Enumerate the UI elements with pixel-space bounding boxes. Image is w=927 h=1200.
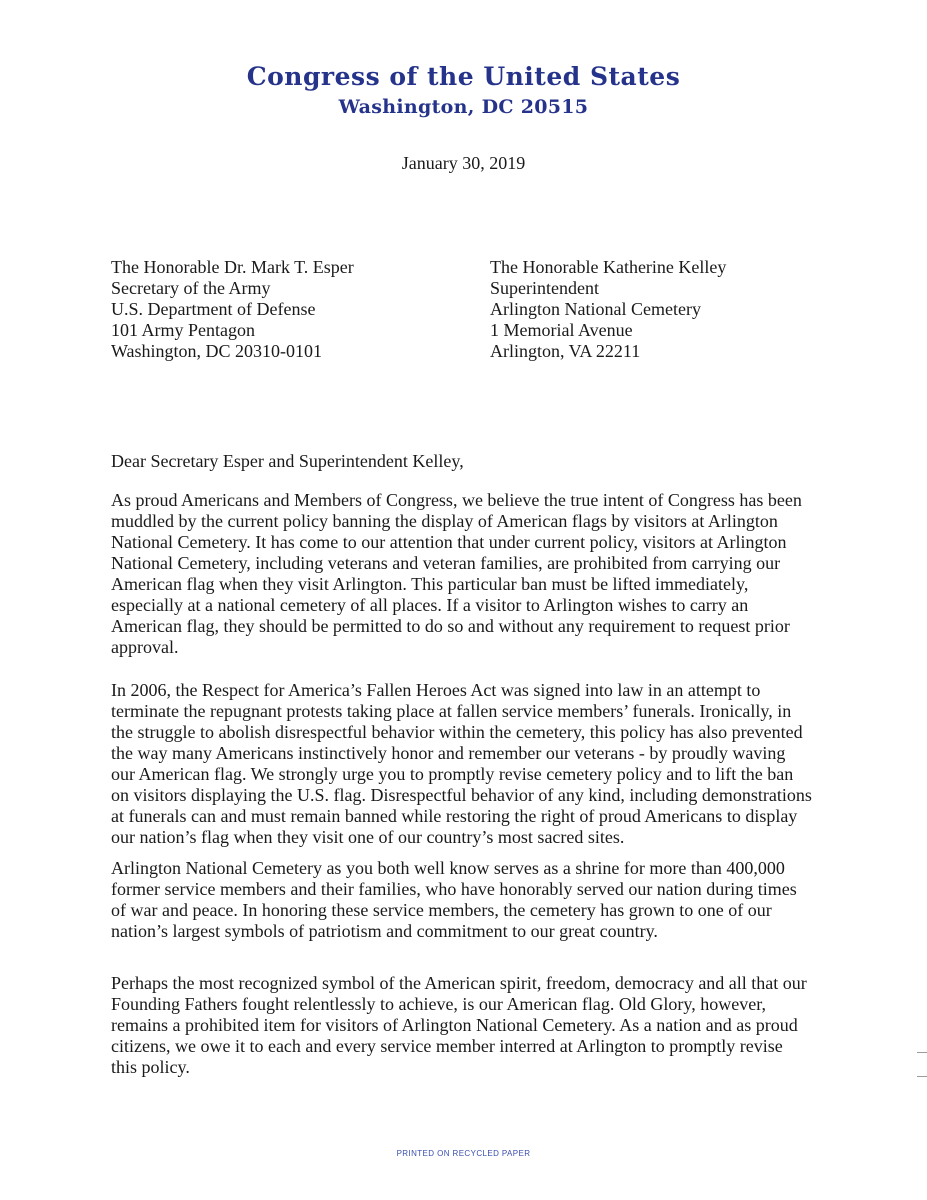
paragraph-line: muddled by the current policy banning the display of American flags by visitors at Arlington xyxy=(111,511,778,531)
paragraph-line: remains a prohibited item for visitors of Arlington National Cemetery. As a nation and as proud xyxy=(111,1015,798,1035)
paragraph-line: American flag, they should be permitted to do so and without any requirement to request prior xyxy=(111,616,790,636)
paragraph-line: citizens, we owe it to each and every service member interred at Arlington to promptly revise xyxy=(111,1036,783,1056)
recipient-block-right xyxy=(490,257,726,362)
paragraph-line: National Cemetery. It has come to our attention that under current policy, visitors at Arlington xyxy=(111,532,787,552)
recipient-right-line: 1 Memorial Avenue xyxy=(490,320,633,340)
paragraph-line: In 2006, the Respect for America’s Fallen Heroes Act was signed into law in an attempt to xyxy=(111,680,761,700)
recipient-right-line: Arlington National Cemetery xyxy=(490,299,701,319)
scan-edge-mark xyxy=(917,1076,927,1077)
recipient-right-line: The Honorable Katherine Kelley xyxy=(490,257,727,277)
paragraph-line: at funerals can and must remain banned while restoring the right of proud Americans to display xyxy=(111,806,798,826)
paragraph-line: approval. xyxy=(111,637,179,657)
recipient-right-line: Superintendent xyxy=(490,278,599,298)
body-paragraph-3 xyxy=(111,858,797,942)
paragraph-line: American flag when they visit Arlington. This particular ban must be lifted immediately, xyxy=(111,574,749,594)
paragraph-line: of war and peace. In honoring these service members, the cemetery has grown to one of our xyxy=(111,900,772,920)
paragraph-line: the struggle to abolish disrespectful behavior within the cemetery, this policy has also prevented xyxy=(111,722,803,742)
body-paragraph-4 xyxy=(111,973,807,1078)
letterhead-address: Washington, DC 20515 xyxy=(338,96,589,118)
paragraph-line: our nation’s flag when they visit one of our country’s most sacred sites. xyxy=(111,827,625,847)
body-paragraph-1 xyxy=(111,490,802,658)
recipient-left-line: U.S. Department of Defense xyxy=(111,299,316,319)
body-paragraph-2 xyxy=(111,680,812,848)
recipient-left-line: Secretary of the Army xyxy=(111,278,271,298)
paragraph-line: Arlington National Cemetery as you both well know serves as a shrine for more than 400,000 xyxy=(111,858,785,878)
paragraph-line: Perhaps the most recognized symbol of the American spirit, freedom, democracy and all that our xyxy=(111,973,807,993)
salutation: Dear Secretary Esper and Superintendent Kelley, xyxy=(111,451,464,471)
paragraph-line: this policy. xyxy=(111,1057,190,1077)
paragraph-line: especially at a national cemetery of all places. If a visitor to Arlington wishes to carry an xyxy=(111,595,749,615)
paragraph-line: the way many Americans instinctively honor and remember our veterans - by proudly waving xyxy=(111,743,786,763)
paragraph-line: former service members and their families, who have honorably served our nation during times xyxy=(111,879,797,899)
recipient-left-line: 101 Army Pentagon xyxy=(111,320,255,340)
paragraph-line: As proud Americans and Members of Congress, we believe the true intent of Congress has been xyxy=(111,490,802,510)
letter-date: January 30, 2019 xyxy=(401,153,526,173)
scan-edge-mark xyxy=(917,1052,927,1053)
recipient-block-left xyxy=(111,257,354,362)
letterhead-title: Congress of the United States xyxy=(246,62,681,91)
recycled-paper-footer: PRINTED ON RECYCLED PAPER xyxy=(396,1149,531,1158)
recipient-left-line: Washington, DC 20310-0101 xyxy=(111,341,323,361)
paragraph-line: our American flag. We strongly urge you to promptly revise cemetery policy and to lift the ban xyxy=(111,764,794,784)
paragraph-line: National Cemetery, including veterans and veteran families, are prohibited from carrying our xyxy=(111,553,781,573)
paragraph-line: nation’s largest symbols of patriotism and commitment to our great country. xyxy=(111,921,658,941)
paragraph-line: Founding Fathers fought relentlessly to achieve, is our American flag. Old Glory, however, xyxy=(111,994,766,1014)
letterhead xyxy=(0,62,927,120)
paragraph-line: terminate the repugnant protests taking place at fallen service members’ funerals. Ironically, in xyxy=(111,701,792,721)
recipient-right-line: Arlington, VA 22211 xyxy=(490,341,641,361)
paragraph-line: on visitors displaying the U.S. flag. Disrespectful behavior of any kind, including demonstrations xyxy=(111,785,812,805)
recipient-left-line: The Honorable Dr. Mark T. Esper xyxy=(111,257,354,277)
